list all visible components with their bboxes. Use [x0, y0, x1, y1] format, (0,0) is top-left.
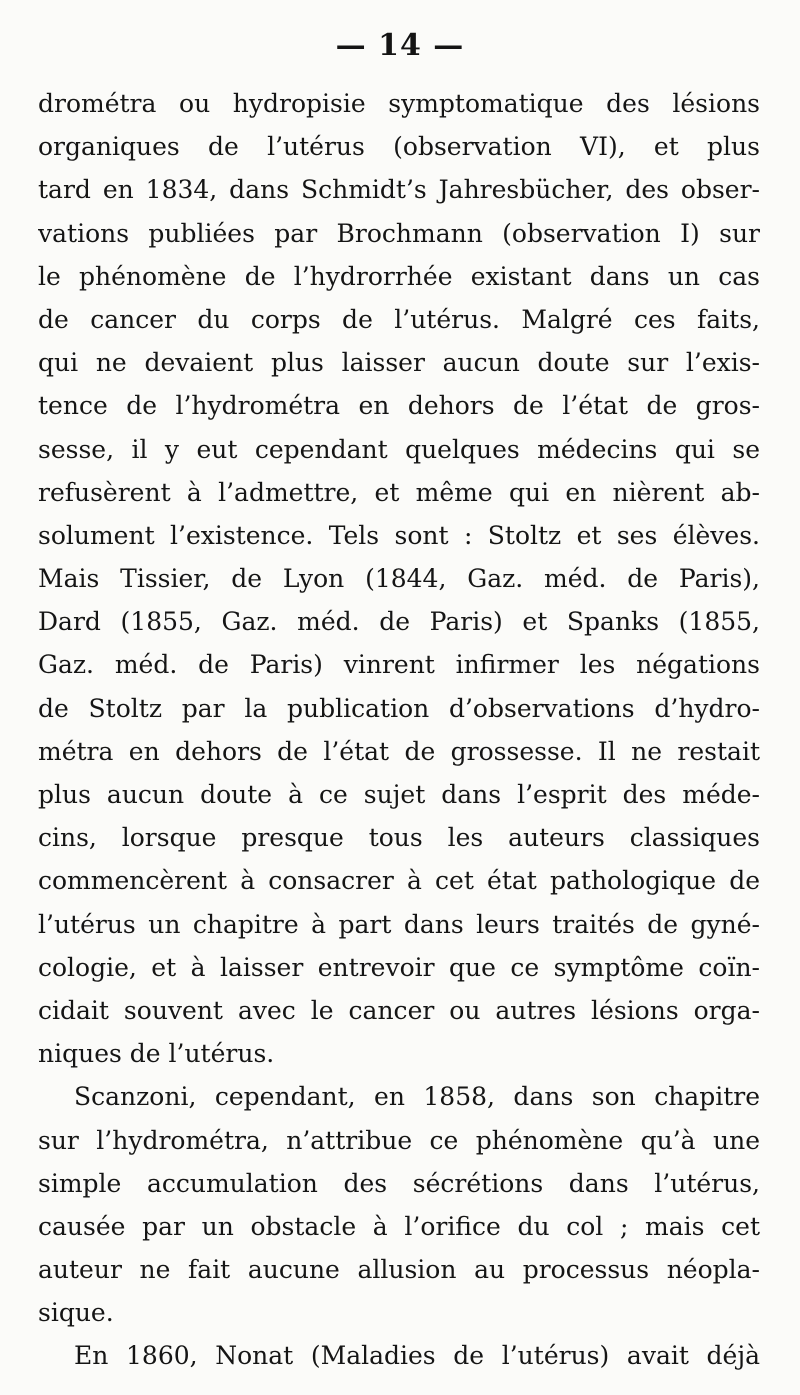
text-line: Dard (1855, Gaz. méd. de Paris) et Spanks (1855,: [38, 607, 760, 637]
text-line: vations publiées par Brochmann (observation I) sur: [38, 218, 760, 248]
text-line: Scanzoni, cependant, en 1858, dans son chapitre: [74, 1082, 760, 1112]
text-line: métra en dehors de l’état de grossesse. Il ne restait: [38, 736, 760, 766]
text-line: l’utérus un chapitre à part dans leurs traités de gyné-: [38, 909, 760, 939]
text-line: Gaz. méd. de Paris) vinrent infirmer les négations: [38, 650, 760, 680]
text-line: drométra ou hydropisie symptomatique des lésions: [38, 89, 760, 118]
text-line: causée par un obstacle à l’orifice du col ; mais cet: [38, 1211, 760, 1241]
text-line: auteur ne fait aucune allusion au processus néopla-: [38, 1255, 760, 1285]
text-line: En 1860, Nonat (Maladies de l’utérus) avait déjà: [74, 1341, 760, 1371]
text-line: plus aucun doute à ce sujet dans l’esprit des méde-: [38, 780, 760, 809]
text-line: cidait souvent avec le cancer ou autres lésions orga-: [38, 995, 760, 1025]
text-line: Mais Tissier, de Lyon (1844, Gaz. méd. de Paris),: [38, 564, 760, 594]
text-line: de cancer du corps de l’utérus. Malgré ces faits,: [38, 304, 760, 334]
text-line: sur l’hydrométra, n’attribue ce phénomène qu’à une: [38, 1125, 760, 1155]
text-line: refusèrent à l’admettre, et même qui en nièrent ab-: [38, 477, 760, 507]
text-line: simple accumulation des sécrétions dans l’utérus,: [38, 1168, 760, 1198]
body-text: [38, 82, 760, 1378]
text-line: sique.: [38, 1298, 114, 1328]
text-line: niques de l’utérus.: [38, 1039, 275, 1069]
page-number: — 14 —: [335, 28, 465, 63]
text-line: cins, lorsque presque tous les auteurs classiques: [38, 823, 760, 853]
text-line: solument l’existence. Tels sont : Stoltz et ses élèves.: [38, 520, 760, 550]
text-line: tence de l’hydrométra en dehors de l’état de gros-: [38, 391, 760, 421]
text-line: sesse, il y eut cependant quelques médecins qui se: [38, 434, 760, 464]
text-line: de Stoltz par la publication d’observations d’hydro-: [38, 693, 760, 723]
text-line: cologie, et à laisser entrevoir que ce symptôme coïn-: [38, 952, 760, 982]
text-line: qui ne devaient plus laisser aucun doute sur l’exis-: [38, 348, 760, 378]
text-line: le phénomène de l’hydrorrhée existant dans un cas: [38, 261, 760, 291]
text-line: commencèrent à consacrer à cet état pathologique de: [38, 866, 760, 896]
text-line: tard en 1834, dans Schmidt’s Jahresbücher, des obser-: [38, 175, 760, 205]
text-line: organiques de l’utérus (observation VI), et plus: [38, 132, 760, 162]
